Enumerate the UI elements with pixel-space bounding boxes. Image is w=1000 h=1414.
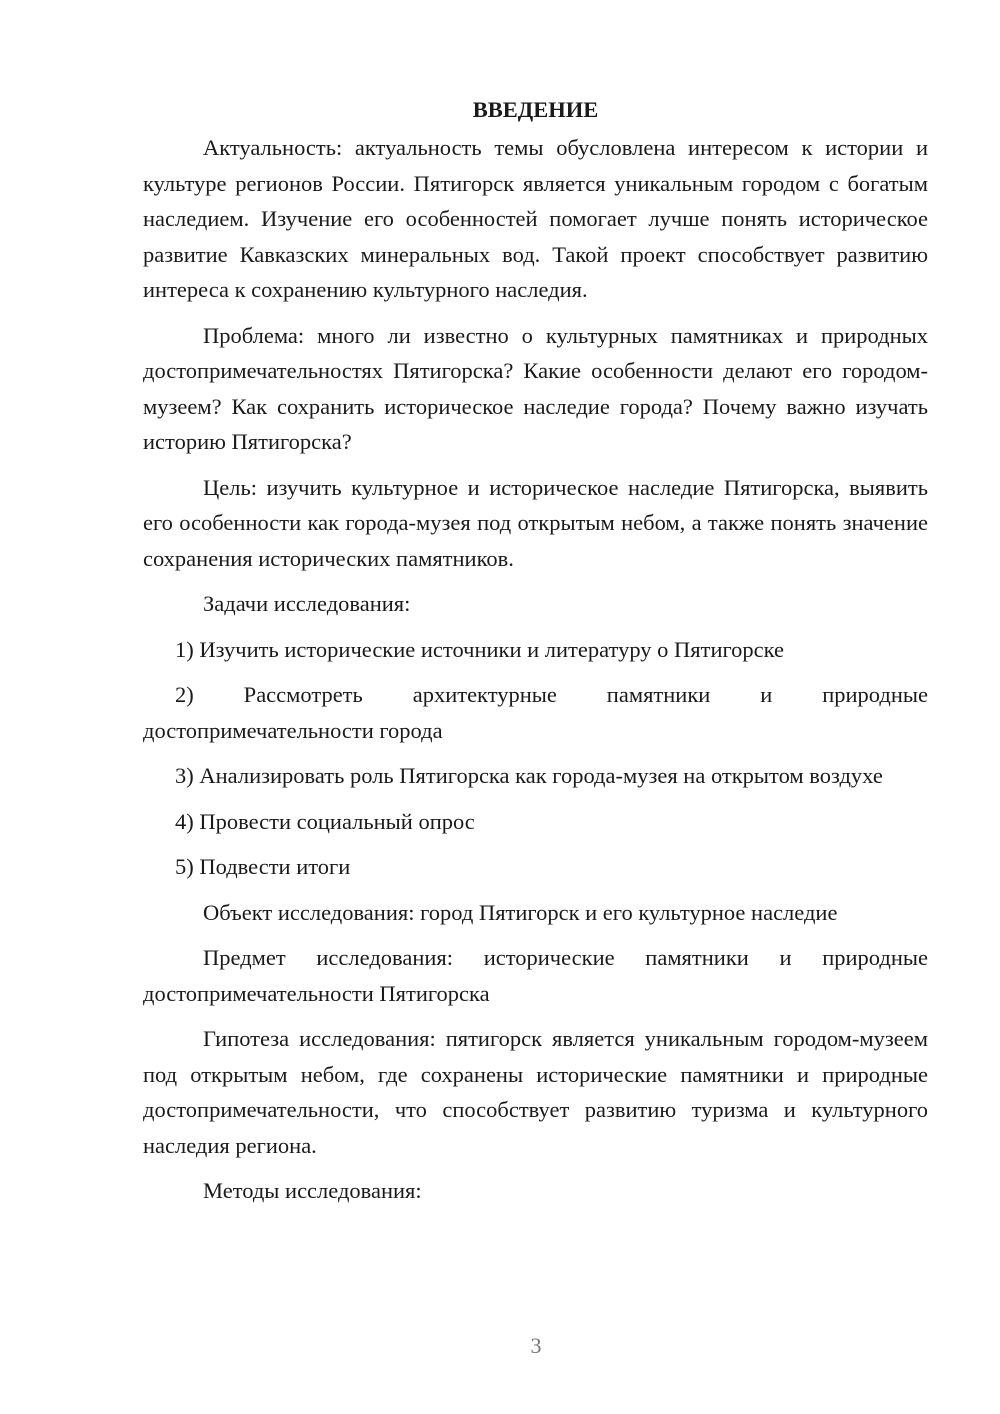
object-paragraph: Объект исследования: город Пятигорск и его культурное наследие (203, 899, 838, 925)
problem-paragraph: Проблема: много ли известно о культурных памятниках и природных достопримечательностях Пятигорска? Какие особенности делают его городом-музеем? Как сохранить историческое наследие города? Почему важно изучать историю Пятигорска? (143, 322, 928, 454)
task-item-1: 1) Изучить исторические источники и литературу о Пятигорске (175, 636, 785, 662)
tasks-heading: Задачи исследования: (203, 591, 411, 616)
goal-paragraph: Цель: изучить культурное и историческое наследие Пятигорска, выявить его особенности как города-музея под открытым небом, а также понять значение сохранения исторических памятников. (143, 474, 928, 571)
hypothesis-paragraph: Гипотеза исследования: пятигорск является уникальным городом-музеем под открытым небом, где сохранены исторические памятники и природные достопримечательности, что способствует развитию туризма и культурного наследия региона. (143, 1026, 928, 1158)
section-heading: ВВЕДЕНИЕ (472, 97, 599, 122)
subject-paragraph: Предмет исследования: исторические памятники и природные достопримечательности Пятигорска (143, 945, 928, 1006)
task-item-5: 5) Подвести итоги (175, 854, 351, 879)
relevance-paragraph: Актуальность: актуальность темы обусловлена интересом к истории и культуре регионов России. Пятигорск является уникальным городом с богатым наследием. Изучение его особенностей помогает лучше понять историческое развитие Кавказских минеральных вод. Такой проект способствует развитию интереса к сохранению культурного наследия. (143, 135, 928, 302)
methods-heading: Методы исследования: (203, 1178, 422, 1203)
task-item-2: 2) Рассмотреть архитектурные памятники и природные достопримечательности города (143, 682, 928, 743)
task-item-4: 4) Провести социальный опрос (175, 808, 475, 834)
task-item-3: 3) Анализировать роль Пятигорска как города-музея на открытом воздухе (175, 763, 883, 788)
page-number: 3 (530, 1333, 542, 1358)
page-body (143, 92, 928, 1209)
